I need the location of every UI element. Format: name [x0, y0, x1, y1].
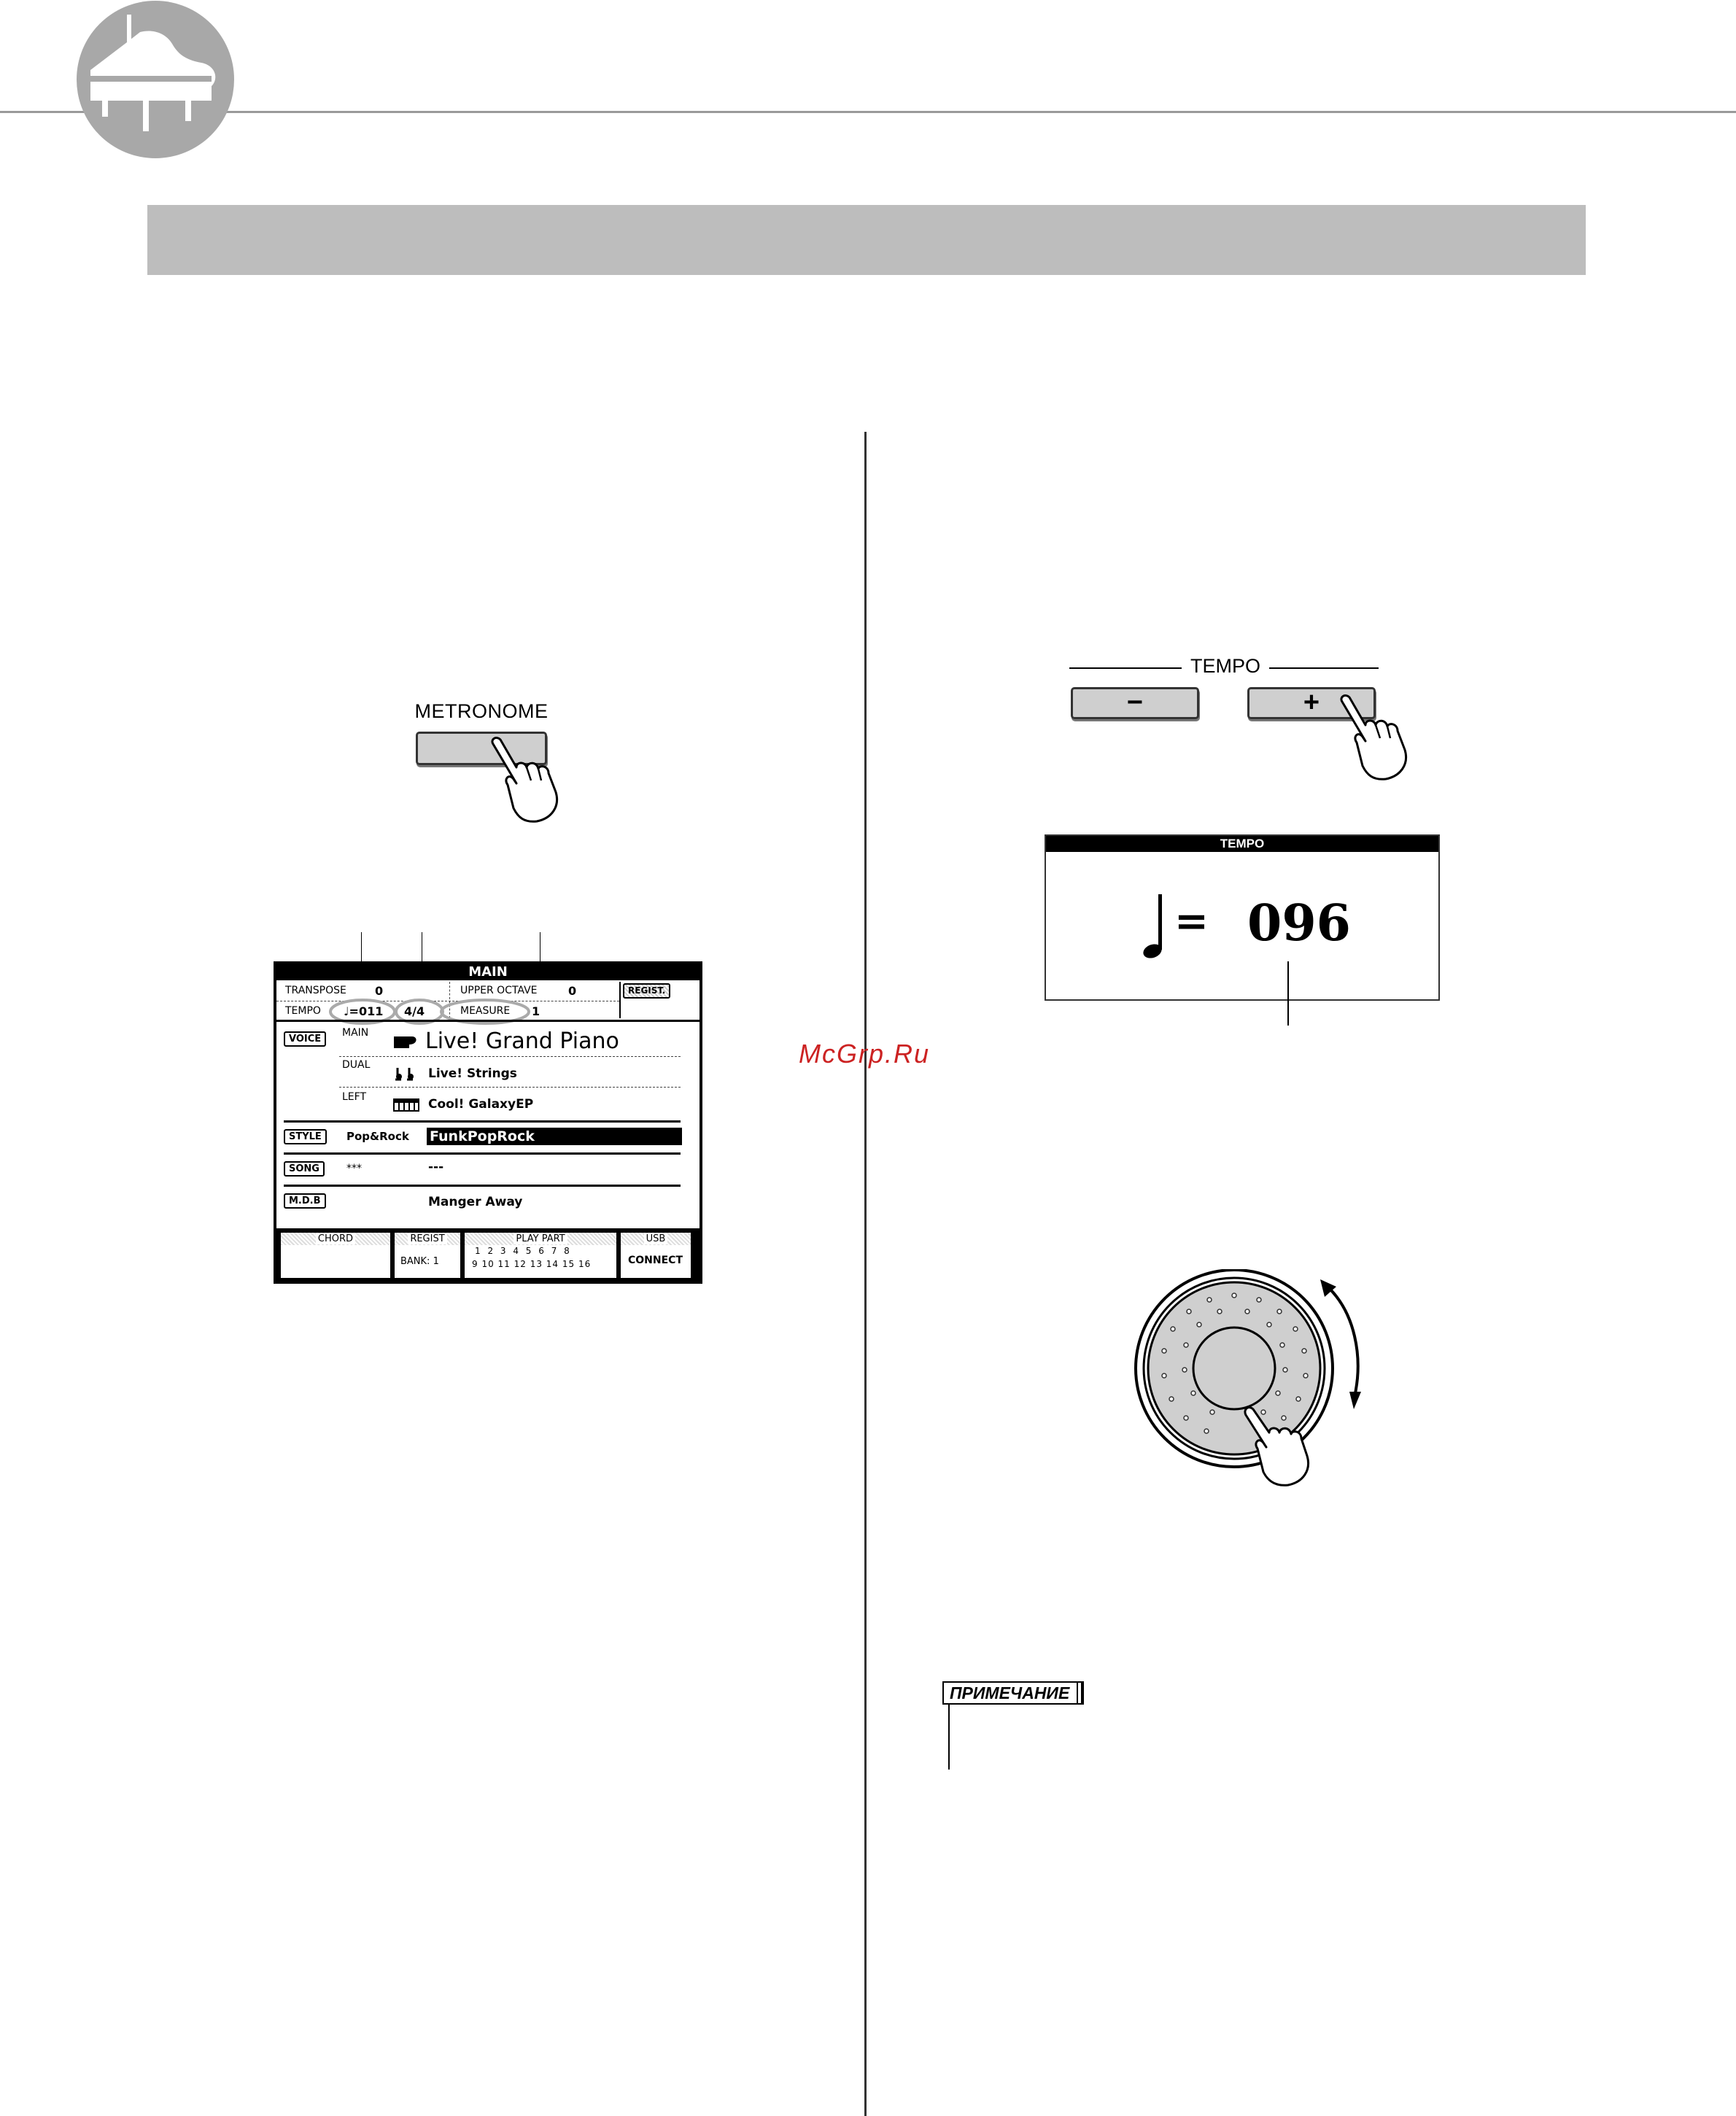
tempo-display-title: TEMPO	[1046, 836, 1438, 852]
main-display-footer	[276, 1228, 700, 1281]
data-dial-icon[interactable]	[1123, 1269, 1400, 1503]
usb-label: USB	[644, 1233, 668, 1244]
voice-tag: VOICE	[284, 1031, 326, 1047]
mdb-name: Manger Away	[428, 1195, 523, 1209]
play-part-cell	[465, 1233, 616, 1278]
measure-value: 1	[532, 1004, 540, 1018]
piano-voice-icon	[393, 1036, 418, 1049]
transpose-label: TRANSPOSE	[285, 985, 346, 996]
measure-label: MEASURE	[460, 1005, 511, 1017]
time-signature: 4/4	[404, 1004, 425, 1018]
column-divider	[864, 432, 867, 2116]
regist-tag: REGIST.	[623, 983, 670, 999]
play-part-bottom: 9 10 11 12 13 14 15 16	[472, 1259, 592, 1269]
section-title-band	[147, 205, 1586, 275]
main-display-title: MAIN	[276, 964, 700, 980]
tempo-label: TEMPO	[285, 1005, 321, 1017]
tempo-buttons-label: TEMPO	[1190, 655, 1260, 677]
song-tag: SONG	[284, 1161, 325, 1177]
usb-status: CONNECT	[628, 1255, 683, 1266]
note-label: ПРИМЕЧАНИЕ	[942, 1681, 1078, 1705]
left-voice-label: LEFT	[342, 1091, 367, 1103]
tempo-display	[1045, 834, 1440, 1001]
main-voice-label: MAIN	[342, 1027, 369, 1039]
usb-cell	[621, 1233, 691, 1278]
play-part-top: 1 2 3 4 5 6 7 8	[475, 1246, 572, 1256]
main-display	[274, 961, 702, 1284]
keyboard-voice-icon	[393, 1098, 419, 1112]
chord-label: CHORD	[316, 1233, 355, 1244]
tempo-plus-button[interactable]: +	[1247, 687, 1376, 719]
tempo-value-large: 096	[1247, 894, 1351, 953]
metronome-label: METRONOME	[414, 700, 549, 722]
style-name: FunkPopRock	[427, 1128, 682, 1145]
song-name: ---	[428, 1160, 444, 1174]
dual-voice-name: Live! Strings	[428, 1066, 517, 1081]
transpose-value: 0	[375, 984, 384, 998]
left-voice-name: Cool! GalaxyEP	[428, 1097, 534, 1112]
main-voice-name: Live! Grand Piano	[425, 1028, 619, 1054]
chord-cell	[281, 1233, 390, 1278]
tempo-value: ♩=011	[344, 1004, 384, 1018]
strings-voice-icon	[393, 1068, 421, 1082]
tempo-value-callout	[1287, 961, 1289, 1026]
regist-label: REGIST	[408, 1233, 446, 1244]
dual-voice-label: DUAL	[342, 1059, 371, 1071]
grand-piano-icon	[76, 0, 235, 159]
style-tag: STYLE	[284, 1129, 327, 1144]
tempo-minus-button[interactable]: −	[1071, 687, 1199, 719]
quarter-note-icon	[1142, 894, 1167, 958]
regist-cell	[395, 1233, 460, 1278]
play-part-label: PLAY PART	[514, 1233, 567, 1244]
watermark: McGrp.Ru	[799, 1039, 931, 1069]
upper-octave-value: 0	[568, 984, 577, 998]
song-number: ***	[346, 1163, 362, 1174]
style-category: Pop&Rock	[346, 1130, 409, 1143]
pointing-hand-icon	[487, 737, 560, 823]
tempo-equals: =	[1174, 897, 1209, 945]
note-rule	[948, 1704, 950, 1770]
pointing-hand-icon	[1336, 694, 1409, 780]
upper-octave-label: UPPER OCTAVE	[460, 985, 538, 996]
header-rule	[0, 111, 1736, 113]
bank-label: BANK: 1	[400, 1256, 439, 1267]
mdb-tag: M.D.B	[284, 1193, 326, 1209]
